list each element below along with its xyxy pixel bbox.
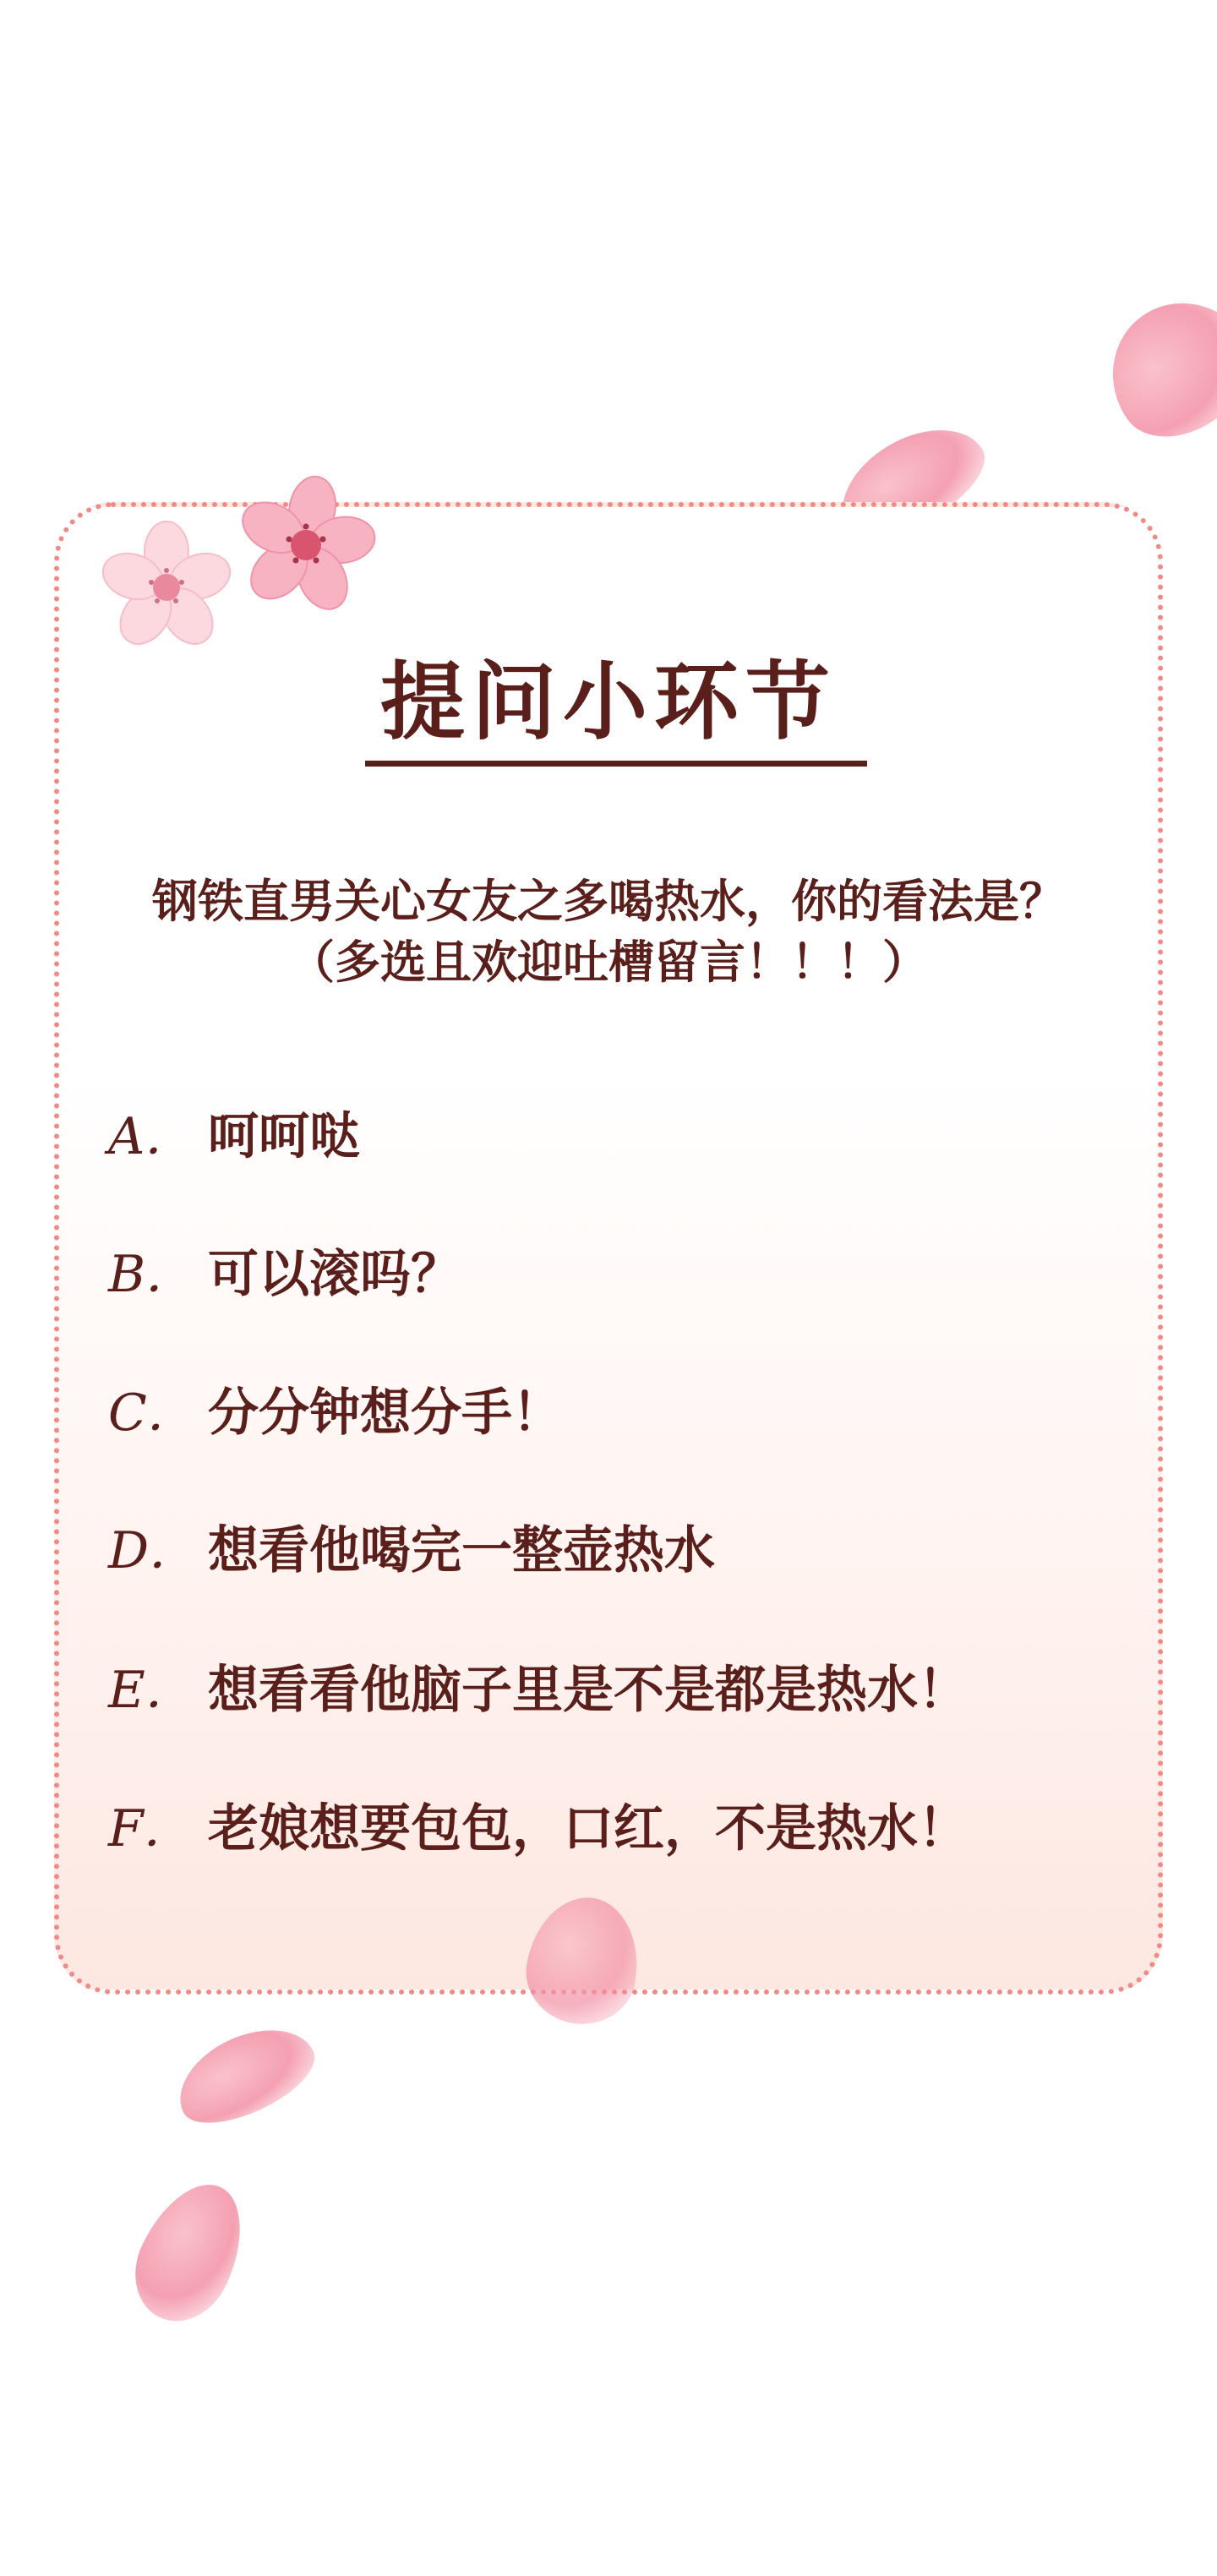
petal-icon [1083, 275, 1217, 461]
option-text: 可以滚吗？ [208, 1245, 461, 1304]
page-title: 提问小环节 [380, 652, 837, 751]
option-letter: F． [108, 1799, 194, 1858]
petal-icon [117, 2168, 263, 2338]
option-text: 想看看他脑子里是不是都是热水！ [208, 1661, 969, 1720]
option-d[interactable] [108, 1517, 1122, 1585]
option-b[interactable] [108, 1241, 1122, 1308]
option-text: 分分钟想分手！ [208, 1384, 563, 1443]
option-a[interactable] [108, 1103, 1122, 1171]
option-text: 想看他喝完一整壶热水 [208, 1521, 715, 1580]
option-letter: D． [108, 1521, 200, 1580]
petal-icon [164, 2010, 326, 2139]
cherry-blossom-icon [95, 516, 238, 659]
option-text: 呵呵哒 [208, 1107, 360, 1166]
option-letter: E． [108, 1661, 196, 1720]
option-letter: B． [108, 1245, 197, 1304]
option-letter: A． [108, 1107, 196, 1166]
option-text: 老娘想要包包，口红，不是热水！ [208, 1799, 969, 1858]
option-letter: C． [108, 1384, 198, 1443]
option-e[interactable] [108, 1656, 1122, 1724]
option-c[interactable] [108, 1379, 1122, 1447]
title-underline [365, 761, 867, 767]
question-line-2: （多选且欢迎吐槽留言！！！） [289, 935, 928, 989]
cherry-blossom-icon [230, 469, 382, 621]
option-f[interactable] [108, 1795, 1122, 1863]
question-line-1: 钢铁直男关心女友之多喝热水，你的看法是？ [152, 874, 1065, 928]
